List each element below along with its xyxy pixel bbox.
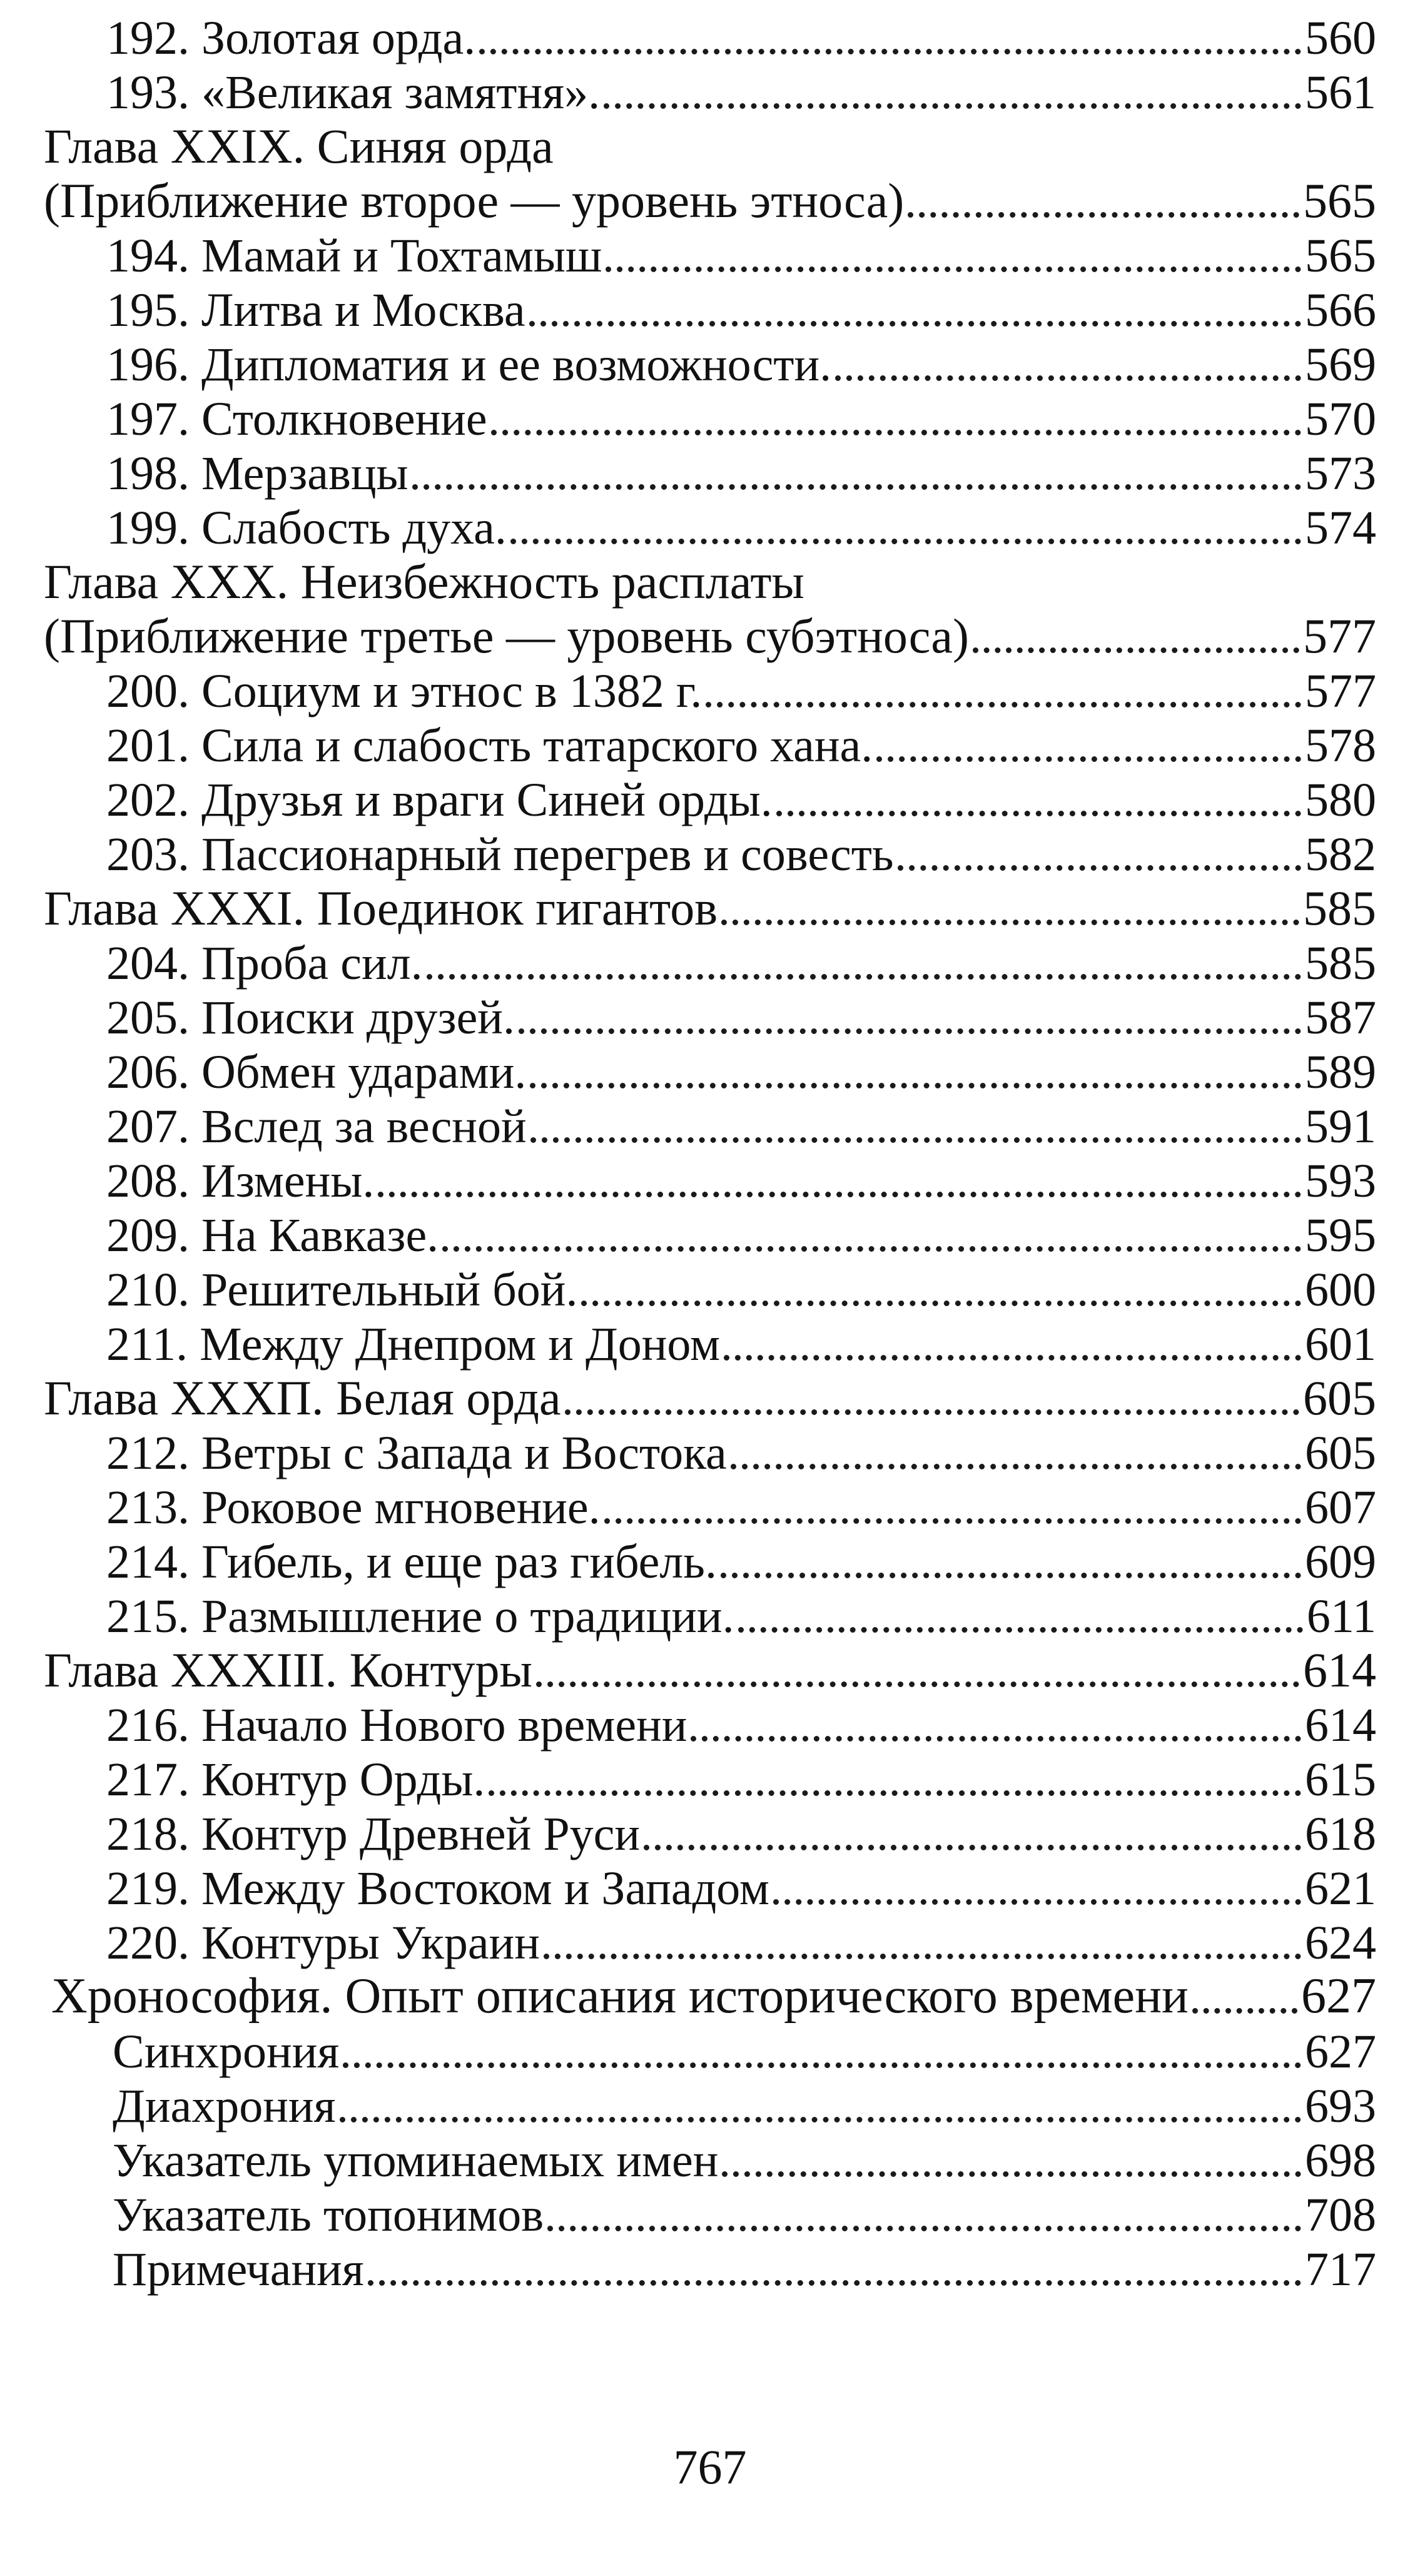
- dot-leader: [606, 266, 1301, 272]
- toc-entry-title: Глава XXXI. Поединок гигантов: [44, 881, 718, 935]
- toc-entry: [0, 774, 1376, 829]
- toc-entry-title: 219. Между Востоком и Западом: [106, 1862, 769, 1915]
- toc-entry-page: 578: [1305, 719, 1376, 772]
- toc-entry-title: 193. «Великая замятня».: [106, 66, 601, 119]
- toc-entry: [0, 666, 1376, 720]
- toc-entry: [0, 285, 1376, 339]
- dot-leader: [691, 1736, 1301, 1742]
- dot-leader: [565, 1409, 1299, 1415]
- toc-entry-page: 565: [1305, 230, 1376, 282]
- toc-entry-title: 195. Литва и Москва: [106, 284, 525, 337]
- toc-entry-page: 566: [1305, 284, 1376, 337]
- toc-entry-title: 199. Слабость духа.: [106, 502, 507, 554]
- toc-entry-title: 214. Гибель, и еще раз гибель.: [106, 1536, 717, 1588]
- toc-entry: [0, 1591, 1376, 1645]
- toc-entry-page: 595: [1305, 1209, 1376, 1262]
- toc-entry-title: 205. Поиски друзей.: [106, 991, 515, 1044]
- toc-entry-title: 211. Между Днепром и Доном: [106, 1318, 721, 1371]
- toc-entry-page: 577: [1303, 609, 1376, 663]
- toc-entry: [0, 230, 1376, 285]
- toc-entry-title: 210. Решительный бой.: [106, 1264, 578, 1316]
- toc-entry: [0, 1917, 1376, 1972]
- toc-entry: [0, 67, 1376, 121]
- dot-leader: [442, 1246, 1301, 1252]
- toc-entry: [0, 1210, 1376, 1264]
- toc-entry-title: (Приближение второе — уровень этноса): [44, 173, 905, 228]
- toc-entry-page: 601: [1305, 1318, 1376, 1371]
- toc-entry-title: Примечания: [113, 2243, 364, 2296]
- toc-entry-page: 560: [1305, 12, 1376, 64]
- toc-entry: [0, 938, 1376, 992]
- toc-entry: [0, 502, 1376, 557]
- toc-entry: [0, 13, 1376, 67]
- dot-leader: [427, 974, 1301, 980]
- dot-leader: [724, 1355, 1301, 1361]
- toc-entry: [0, 1047, 1376, 1101]
- dot-leader: [973, 647, 1299, 653]
- toc-entry: [0, 1700, 1376, 1754]
- toc-entry-title: 200. Социум и этнос в 1382 г.: [106, 665, 702, 718]
- toc-entry-page: 585: [1305, 937, 1376, 990]
- toc-entry-title: Глава XXXIII. Контуры: [44, 1643, 532, 1697]
- toc-entry-title: Хронософия. Опыт описания исторического времени: [51, 1969, 1189, 2024]
- toc-entry-title: 216. Начало Нового времени: [106, 1699, 687, 1752]
- toc-entry: [0, 1645, 1376, 1700]
- toc-entry: [0, 2081, 1376, 2135]
- dot-leader: [644, 1845, 1301, 1850]
- dot-leader: [479, 49, 1301, 54]
- toc-entry-title: Глава XXIX. Синяя орда: [44, 119, 554, 173]
- dot-leader: [529, 321, 1301, 327]
- toc-entry: [0, 1536, 1376, 1591]
- dot-leader: [706, 702, 1301, 707]
- toc-entry-title: Диахрония: [113, 2080, 336, 2132]
- dot-leader: [731, 1464, 1301, 1469]
- toc-entry: [0, 554, 1376, 611]
- toc-entry-title: Указатель упоминаемых имен: [113, 2134, 719, 2187]
- toc-entry-page: 585: [1303, 881, 1376, 935]
- toc-entry-page: 624: [1305, 1917, 1376, 1969]
- toc-entry-title: 197. Столкновение: [106, 393, 487, 445]
- toc-entry-page: 693: [1305, 2080, 1376, 2132]
- dot-leader: [340, 2117, 1301, 2122]
- toc-entry-title: Глава XXXП. Белая орда: [44, 1371, 561, 1425]
- dot-leader: [604, 1518, 1301, 1524]
- toc-entry-page: 627: [1301, 1969, 1376, 2024]
- toc-entry: [0, 121, 1376, 176]
- toc-entry: [0, 611, 1376, 666]
- toc-entry-title: 194. Мамай и Тохтамыш: [106, 230, 602, 282]
- toc-entry: [0, 1969, 1376, 2026]
- dot-leader: [343, 2062, 1301, 2068]
- page-number: 767: [673, 2440, 747, 2494]
- toc-entry-page: 570: [1305, 393, 1376, 445]
- toc-entry-page: 561: [1305, 66, 1376, 119]
- toc-entry-title: 218. Контур Древней Руси: [106, 1808, 640, 1860]
- toc-entry: [0, 339, 1376, 393]
- toc-entry-page: 591: [1305, 1100, 1376, 1153]
- toc-entry-title: 207. Вслед за весной: [106, 1100, 527, 1153]
- dot-leader: [898, 865, 1301, 871]
- toc-entry-title: 204. Проба сил.: [106, 937, 423, 990]
- toc-entry: [0, 1155, 1376, 1210]
- toc-entry-page: 593: [1305, 1155, 1376, 1207]
- toc-entry-title: 213. Роковое мгновение.: [106, 1481, 601, 1534]
- toc-entry: [0, 992, 1376, 1047]
- dot-leader: [908, 212, 1299, 218]
- toc-entry-page: 609: [1305, 1536, 1376, 1588]
- toc-entry-page: 605: [1305, 1427, 1376, 1479]
- toc-entry-title: 203. Пассионарный перегрев и совесть: [106, 828, 894, 881]
- dot-leader: [412, 484, 1301, 490]
- dot-leader: [604, 103, 1301, 109]
- toc-entry: [0, 1863, 1376, 1917]
- dot-leader: [1192, 2008, 1297, 2014]
- toc-entry-page: 621: [1305, 1862, 1376, 1915]
- toc-entry-title: (Приближение третье — уровень субэтноса): [44, 609, 969, 663]
- toc-entry-page: 618: [1305, 1808, 1376, 1860]
- toc-entry: [0, 2135, 1376, 2189]
- toc-entry-title: Глава XXX. Неизбежность расплаты: [44, 554, 804, 609]
- dot-leader: [544, 1954, 1301, 1959]
- dot-leader: [489, 1790, 1301, 1796]
- dot-leader: [519, 1028, 1301, 1034]
- dot-leader: [510, 539, 1301, 544]
- toc-entry: [0, 1264, 1376, 1319]
- toc-entry: [0, 829, 1376, 883]
- toc-entry-page: 717: [1305, 2243, 1376, 2296]
- toc-entry-page: 573: [1305, 447, 1376, 500]
- dot-leader: [530, 1083, 1301, 1088]
- toc-entry: [0, 883, 1376, 938]
- dot-leader: [776, 811, 1301, 816]
- toc-entry-page: 589: [1305, 1046, 1376, 1098]
- toc-entry-title: Синхрония: [113, 2026, 340, 2078]
- toc-entry-page: 611: [1306, 1590, 1376, 1643]
- dot-leader: [368, 2280, 1301, 2286]
- toc-entry: [0, 2189, 1376, 2244]
- toc-entry-title: 206. Обмен ударами.: [106, 1046, 527, 1098]
- toc-entry-title: 198. Мерзавцы: [106, 447, 408, 500]
- dot-leader: [738, 1627, 1303, 1633]
- dot-leader: [721, 920, 1299, 925]
- toc-entry: [0, 1427, 1376, 1482]
- dot-leader: [722, 2171, 1301, 2177]
- toc-entry-page: 605: [1303, 1371, 1376, 1425]
- toc-entry-page: 614: [1303, 1643, 1376, 1697]
- dot-leader: [491, 430, 1301, 435]
- dot-leader: [536, 1681, 1299, 1687]
- toc-entry-title: Указатель топонимов: [113, 2189, 544, 2241]
- toc-entry-page: 708: [1305, 2189, 1376, 2241]
- dot-leader: [773, 1899, 1301, 1905]
- dot-leader: [378, 1192, 1301, 1197]
- toc-entry: [0, 173, 1376, 230]
- toc-entry-page: 577: [1305, 665, 1376, 718]
- toc-entry: [0, 1808, 1376, 1863]
- toc-entry: [0, 2244, 1376, 2298]
- toc-entry-page: 574: [1305, 502, 1376, 554]
- toc-entry-title: 215. Размышление о традиции.: [106, 1590, 734, 1643]
- toc-entry-title: 202. Друзья и враги Синей орды.: [106, 774, 773, 826]
- dot-leader: [581, 1301, 1301, 1306]
- toc-entry: [0, 2026, 1376, 2081]
- toc-entry: [0, 1101, 1376, 1155]
- toc-entry-title: 208. Измены.: [106, 1155, 375, 1207]
- toc-entry-title: 217. Контур Орды.: [106, 1753, 485, 1806]
- toc-entry-page: 698: [1305, 2134, 1376, 2187]
- toc-entry: [0, 393, 1376, 448]
- toc-entry-title: 201. Сила и слабость татарского хана.: [106, 719, 873, 772]
- toc-entry-title: 212. Ветры с Запада и Востока: [106, 1427, 727, 1479]
- toc-entry-page: 587: [1305, 991, 1376, 1044]
- toc-entry-page: 580: [1305, 774, 1376, 826]
- toc-entry-page: 615: [1305, 1753, 1376, 1806]
- toc-entry-page: 565: [1303, 173, 1376, 228]
- dot-leader: [835, 375, 1301, 381]
- toc-entry-page: 614: [1305, 1699, 1376, 1752]
- toc-entry-title: 192. Золотая орда.: [106, 12, 476, 64]
- dot-leader: [547, 2226, 1301, 2231]
- dot-leader: [530, 1137, 1301, 1143]
- toc-entry-title: 209. На Кавказе.: [106, 1209, 439, 1262]
- toc-entry-page: 582: [1305, 828, 1376, 881]
- toc-entry-title: 220. Контуры Украин: [106, 1917, 540, 1969]
- toc-entry: [0, 720, 1376, 774]
- toc-entry-page: 607: [1305, 1481, 1376, 1534]
- toc-entry: [0, 1373, 1376, 1427]
- dot-leader: [721, 1573, 1301, 1578]
- toc-entry: [0, 1754, 1376, 1808]
- dot-leader: [876, 756, 1301, 762]
- table-of-contents: [0, 13, 1420, 2298]
- toc-entry: [0, 448, 1376, 502]
- toc-entry-page: 627: [1305, 2026, 1376, 2078]
- toc-entry: [0, 1319, 1376, 1373]
- toc-entry-page: 569: [1305, 338, 1376, 391]
- toc-entry-title: 196. Дипломатия и ее возможности.: [106, 338, 832, 391]
- toc-entry-page: 600: [1305, 1264, 1376, 1316]
- toc-entry: [0, 1482, 1376, 1536]
